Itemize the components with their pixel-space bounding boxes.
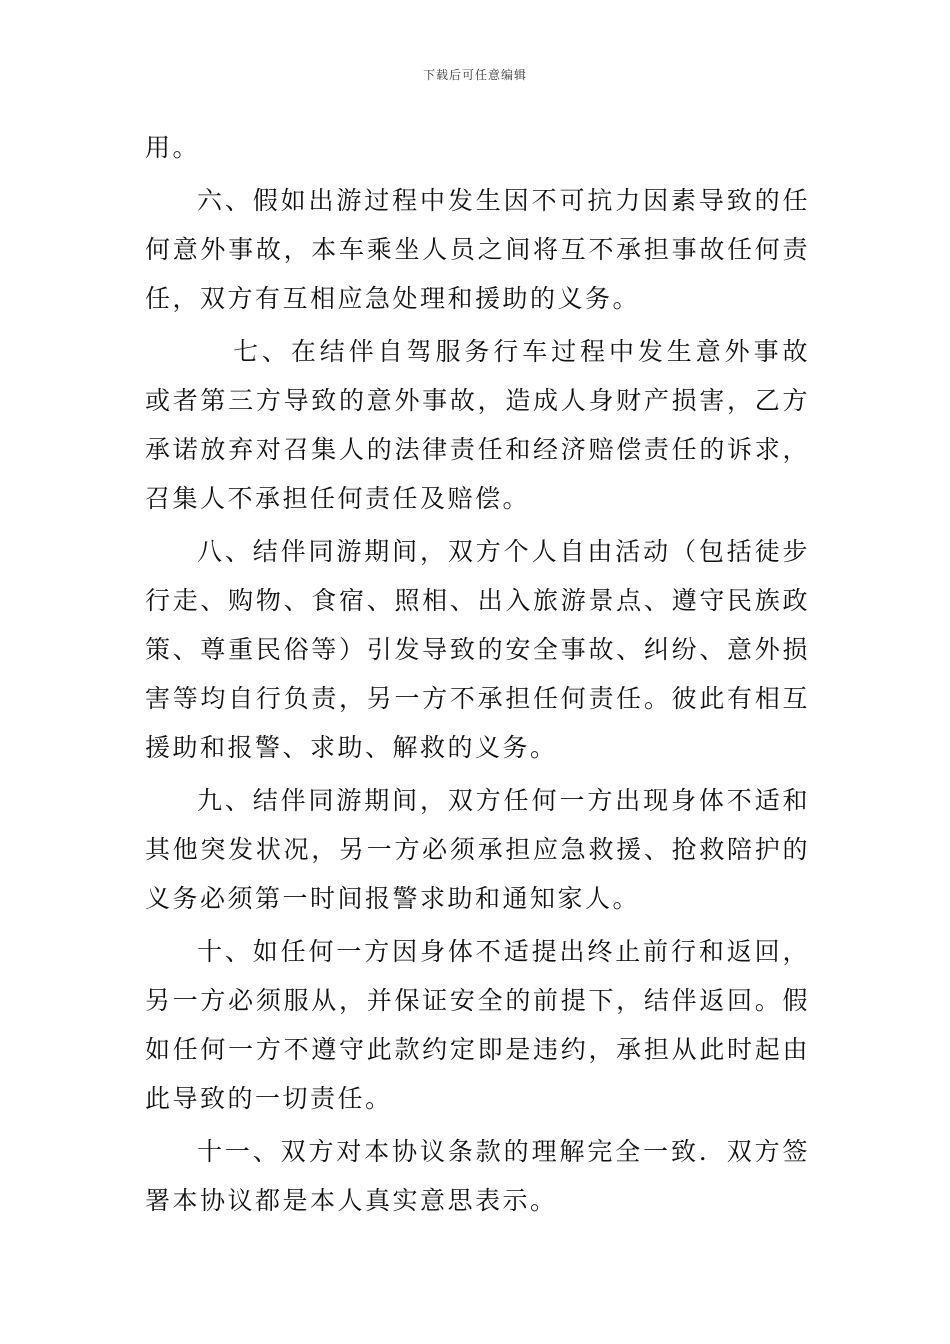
clause-8: 八、结伴同游期间，双方个人自由活动（包括徒步行走、购物、食宿、照相、出入旅游景点、遵守民族政策、尊重民俗等）引发导致的安全事故、纠纷、意外损害等均自行负责，另一方不承担任何责任。彼此有相互援助和报警、求助、解救的义务。 <box>145 537 810 762</box>
paragraph-continuation: 用。 <box>145 133 201 162</box>
clause-11: 十一、双方对本协议条款的理解完全一致．双方签署本协议都是本人真实意思表示。 <box>145 1137 810 1215</box>
page-header: 下载后可任意编辑 <box>422 68 527 82</box>
clause-10: 十、如任何一方因身体不适提出终止前行和返回，另一方必须服从，并保证安全的前提下，结伴返回。假如任何一方不遵守此款约定即是违约，承担从此时起由此导致的一切责任。 <box>145 937 810 1113</box>
document-body <box>145 123 810 1229</box>
clause-9: 九、结伴同游期间，双方任何一方出现身体不适和其他突发状况，另一方必须承担应急救援、抢救陪护的义务必须第一时间报警求助和通知家人。 <box>145 786 810 913</box>
clause-7: 七、在结伴自驾服务行车过程中发生意外事故或者第三方导致的意外事故，造成人身财产损害，乙方承诺放弃对召集人的法律责任和经济赔偿责任的诉求，召集人不承担任何责任及赔偿。 <box>145 337 810 513</box>
clause-6: 六、假如出游过程中发生因不可抗力因素导致的任何意外事故，本车乘坐人员之间将互不承担事故任何责任，双方有互相应急处理和援助的义务。 <box>145 186 810 313</box>
